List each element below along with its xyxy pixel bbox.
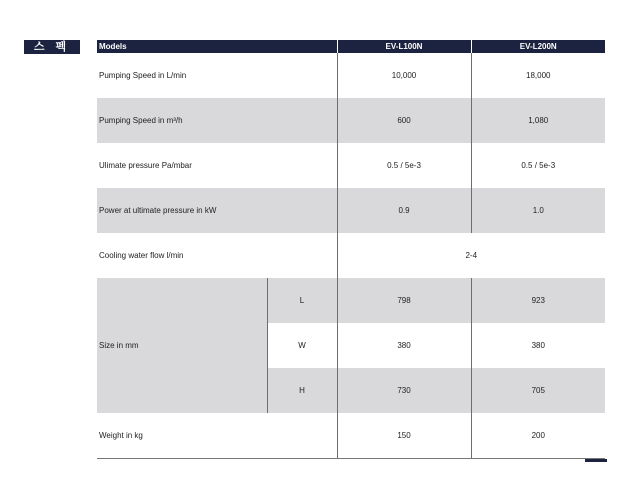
row-value-model-2: 705 (471, 368, 605, 413)
row-label: Pumping Speed in m³/h (97, 98, 337, 143)
size-dim-label: H (267, 368, 337, 413)
row-value-model-2: 923 (471, 278, 605, 323)
header-models-label: Models (97, 40, 337, 53)
table-row-ultimate-pressure (97, 143, 605, 188)
row-value-model-1: 0.5 / 5e-3 (337, 143, 471, 188)
table-row-cooling-water (97, 233, 605, 278)
row-value-model-1: 798 (337, 278, 471, 323)
spec-table (97, 40, 605, 459)
table-row-power (97, 188, 605, 233)
table-row-pumping-speed-m3h (97, 98, 605, 143)
row-value-model-2: 18,000 (471, 53, 605, 98)
corner-accent (585, 459, 607, 462)
header-model-1: EV-L100N (337, 40, 471, 53)
row-value-model-1: 150 (337, 413, 471, 459)
row-label: Cooling water flow l/min (99, 251, 184, 260)
row-value-model-2: 200 (471, 413, 605, 459)
table-row-weight (97, 413, 605, 459)
row-value-model-2: 380 (471, 323, 605, 368)
row-label: Power at ultimate pressure in kW (97, 188, 337, 233)
row-value-model-2: 0.5 / 5e-3 (471, 143, 605, 188)
row-value-model-1: 380 (337, 323, 471, 368)
row-label: Ulimate pressure Pa/mbar (99, 161, 192, 170)
size-dim-label: L (267, 278, 337, 323)
row-label: Pumping Speed in L/min (99, 71, 187, 80)
row-value-model-1: 0.9 (337, 188, 471, 233)
table-header-row (97, 40, 605, 53)
row-label: Weight in kg (97, 413, 337, 459)
row-value-shared: 2-4 (337, 233, 605, 278)
row-value-model-1: 600 (337, 98, 471, 143)
row-value-model-2: 1,080 (471, 98, 605, 143)
table-row-size-l (97, 278, 605, 323)
table-row-pumping-speed-lmin (97, 53, 605, 98)
spec-badge: 스 펙 (24, 40, 80, 54)
size-dim-label: W (267, 323, 337, 368)
row-value-model-1: 730 (337, 368, 471, 413)
row-label-size: Size in mm (97, 278, 267, 413)
row-value-model-1: 10,000 (337, 53, 471, 98)
row-value-model-2: 1.0 (471, 188, 605, 233)
header-model-2: EV-L200N (471, 40, 605, 53)
